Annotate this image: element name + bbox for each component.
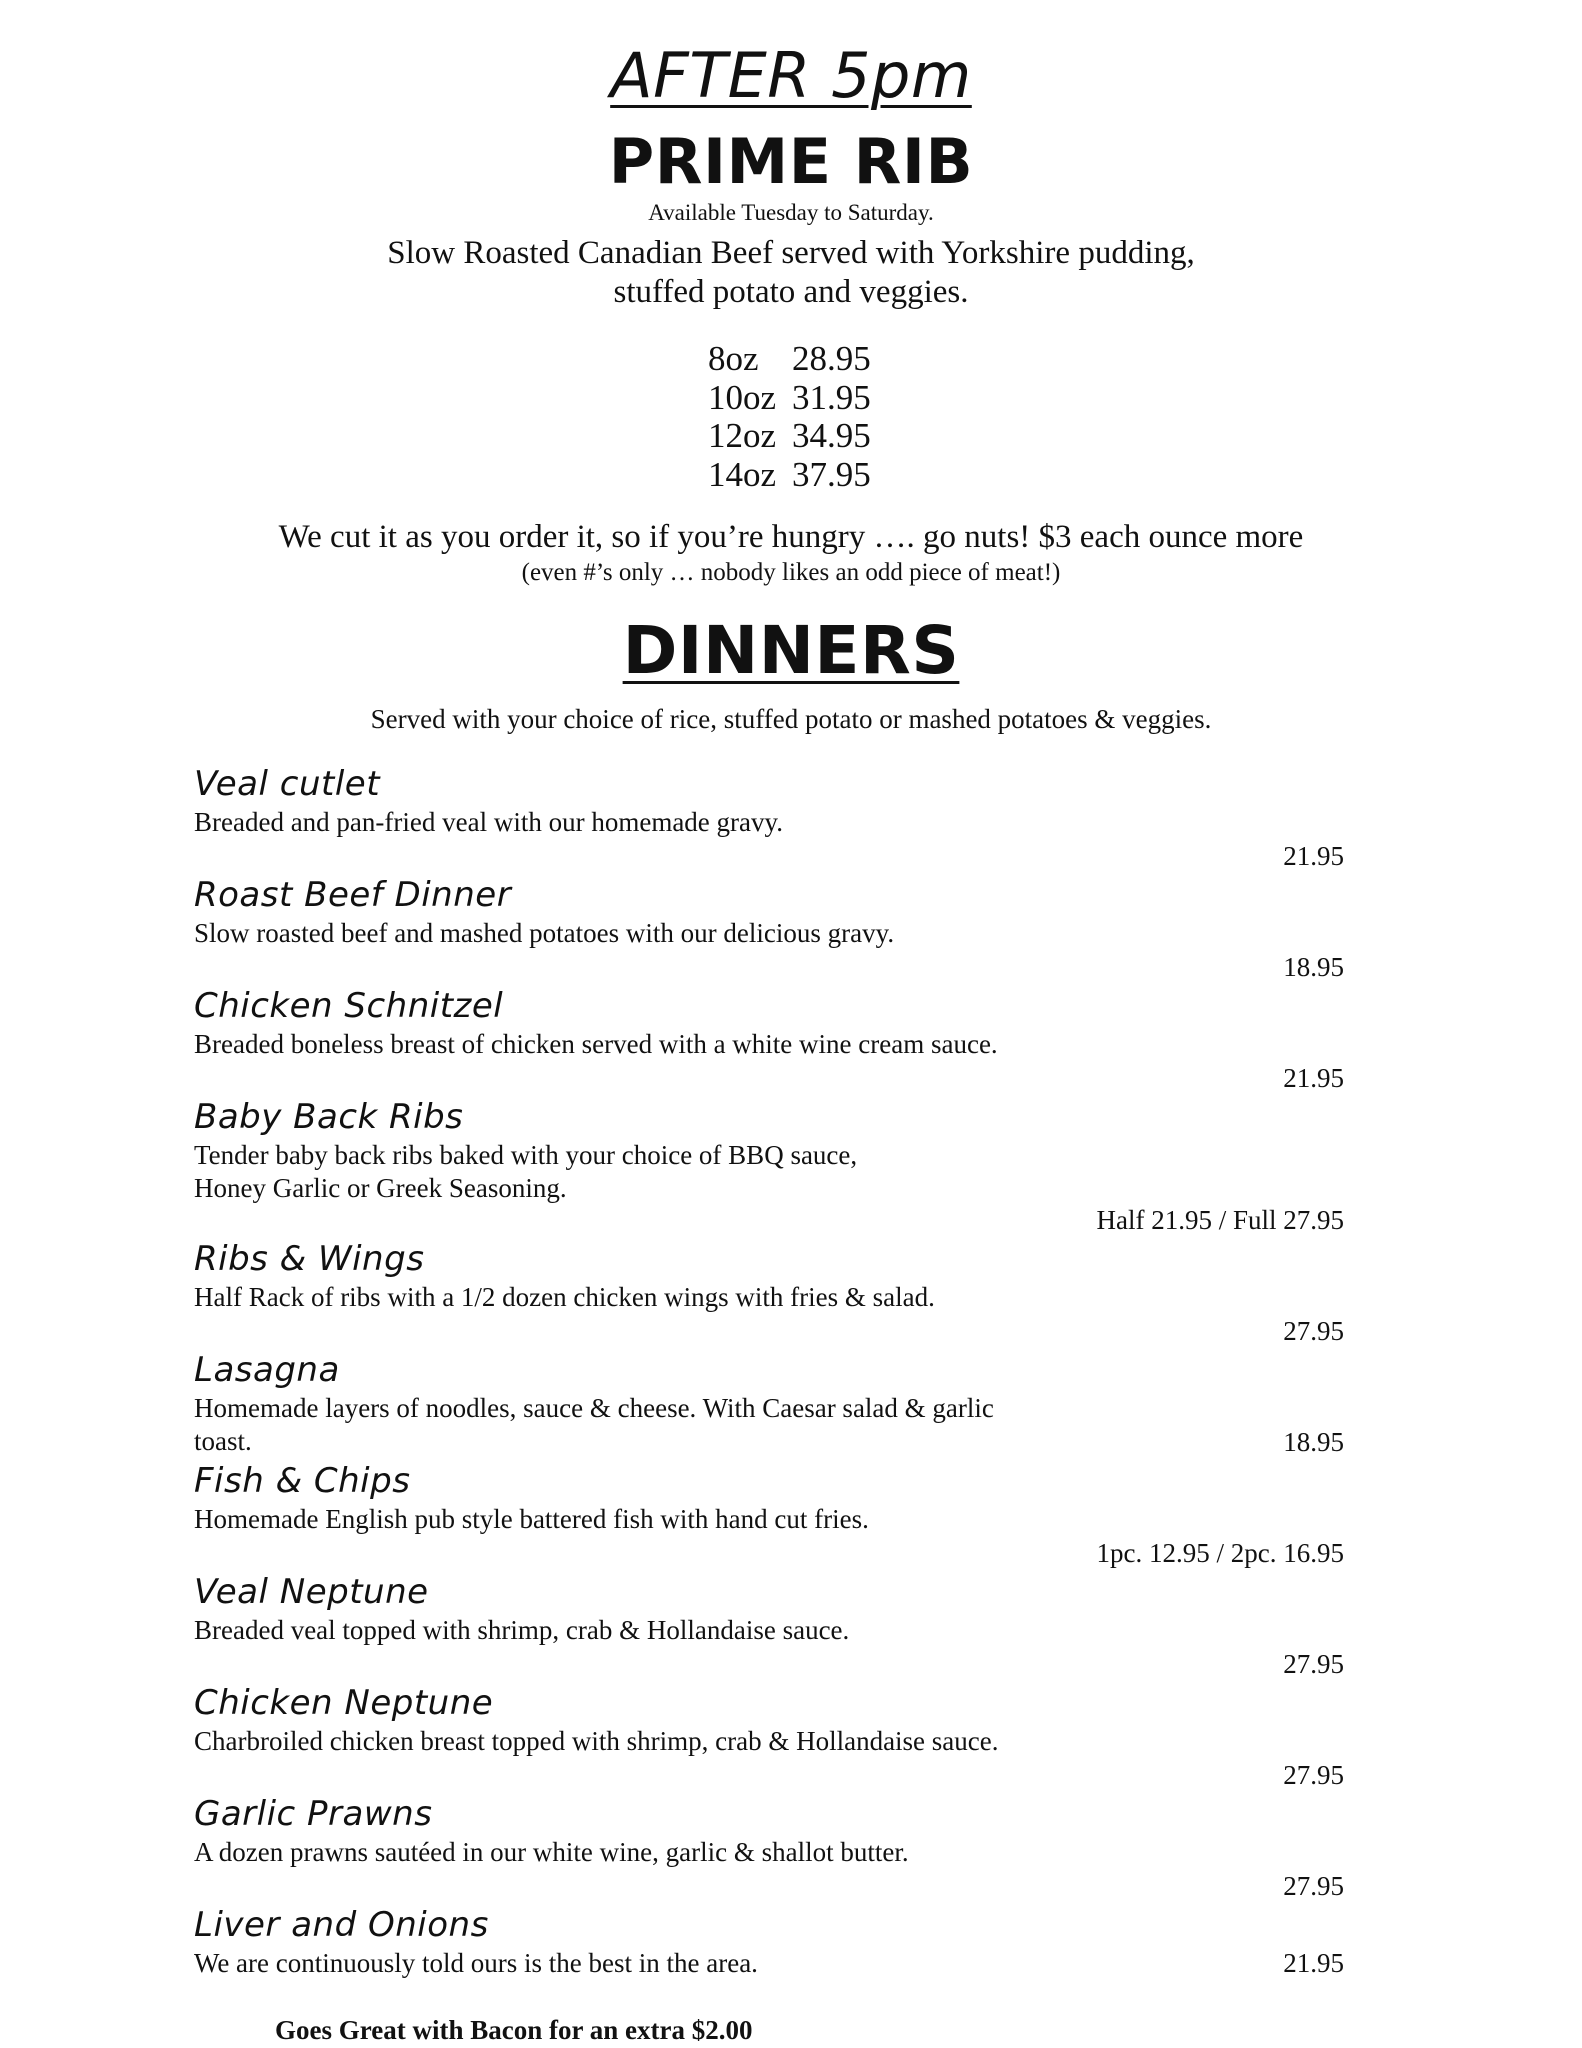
menu-item-description: Homemade layers of noodles, sauce & cheese. With Caesar salad & garlic toast. (194, 1393, 994, 1456)
menu-item (194, 1903, 1344, 2045)
menu-item-price: 27.95 (1283, 1649, 1344, 1679)
menu-item-description: Half Rack of ribs with a 1/2 dozen chicken wings with fries & salad. (194, 1282, 935, 1312)
section-title-dinners: DINNERS (622, 612, 960, 689)
menu-item (194, 1792, 1344, 1903)
menu-item-add-on-note: Goes Great with Bacon for an extra $2.00 (275, 2015, 753, 2045)
prime-rib-price-row: 12oz 34.95 (708, 416, 871, 455)
menu-item-price: 27.95 (1283, 1760, 1344, 1790)
menu-item-name: Chicken Neptune (194, 1683, 494, 1723)
dinners-sides-note: Served with your choice of rice, stuffed potato or mashed potatoes & veggies. (370, 704, 1212, 734)
prime-rib-even-ounce-note: (even #’s only … nobody likes an odd piece of meat!) (521, 559, 1061, 586)
menu-item (194, 1095, 1344, 1237)
section-title-prime-rib: PRIME RIB (608, 125, 974, 198)
menu-item-name: Fish & Chips (194, 1461, 411, 1501)
menu-item (194, 762, 1344, 873)
menu-item (194, 873, 1344, 984)
menu-item-price: 27.95 (1283, 1316, 1344, 1346)
menu-item-price: 18.95 (1283, 1427, 1344, 1457)
menu-item (194, 1681, 1344, 1792)
menu-item-name: Roast Beef Dinner (194, 875, 512, 915)
prime-rib-price-row: 8oz 28.95 (708, 339, 871, 378)
menu-item-description: Breaded and pan-fried veal with our homemade gravy. (194, 807, 784, 837)
menu-item-description: Charbroiled chicken breast topped with shrimp, crab & Hollandaise sauce. (194, 1726, 999, 1756)
prime-rib-availability: Available Tuesday to Saturday. (648, 200, 934, 225)
menu-item-description: Breaded boneless breast of chicken served with a white wine cream sauce. (194, 1029, 998, 1059)
menu-item-price: 27.95 (1283, 1871, 1344, 1901)
menu-item-name: Garlic Prawns (194, 1794, 433, 1834)
menu-item (194, 1348, 1344, 1459)
menu-item-price: Half 21.95 / Full 27.95 (1096, 1205, 1344, 1235)
menu-item-description: Tender baby back ribs baked with your choice of BBQ sauce, Honey Garlic or Greek Seasoning. (194, 1140, 858, 1203)
prime-rib-price-row: 10oz 31.95 (708, 377, 871, 417)
prime-rib-description: Slow Roasted Canadian Beef served with Yorkshire pudding, stuffed potato and veggies. (387, 235, 1195, 310)
menu-item-name: Chicken Schnitzel (194, 986, 504, 1026)
menu-item-name: Liver and Onions (194, 1905, 489, 1945)
menu-item (194, 1570, 1344, 1681)
menu-item-name: Ribs & Wings (194, 1239, 425, 1279)
dinner-items-list (194, 762, 1344, 2045)
menu-item-name: Baby Back Ribs (194, 1097, 464, 1137)
menu-item-price: 21.95 (1283, 841, 1344, 871)
prime-rib-cut-note: We cut it as you order it, so if you’re hungry …. go nuts! $3 each ounce more (278, 519, 1304, 555)
menu-item-description: A dozen prawns sautéed in our white wine, garlic & shallot butter. (194, 1837, 909, 1867)
menu-item-description: Slow roasted beef and mashed potatoes with our delicious gravy. (194, 918, 895, 948)
menu-item (194, 984, 1344, 1095)
menu-item-description: Breaded veal topped with shrimp, crab & Hollandaise sauce. (194, 1615, 850, 1645)
menu-title-after-5pm: AFTER 5pm (610, 39, 972, 112)
menu-item-price: 21.95 (1283, 1948, 1344, 1978)
menu-item-description: We are continuously told ours is the best in the area. (194, 1948, 758, 1978)
menu-item-description: Homemade English pub style battered fish with hand cut fries. (194, 1504, 869, 1534)
menu-item-name: Veal cutlet (194, 764, 381, 804)
menu-item (194, 1237, 1344, 1348)
menu-item-name: Lasagna (194, 1350, 340, 1390)
menu-item-price: 21.95 (1283, 1063, 1344, 1093)
menu-item-name: Veal Neptune (194, 1572, 429, 1612)
menu-item (194, 1459, 1344, 1570)
menu-item-price: 18.95 (1283, 952, 1344, 982)
prime-rib-price-list (708, 340, 928, 494)
prime-rib-price-row: 14oz 37.95 (708, 454, 871, 494)
menu-item-price: 1pc. 12.95 / 2pc. 16.95 (1096, 1538, 1344, 1568)
